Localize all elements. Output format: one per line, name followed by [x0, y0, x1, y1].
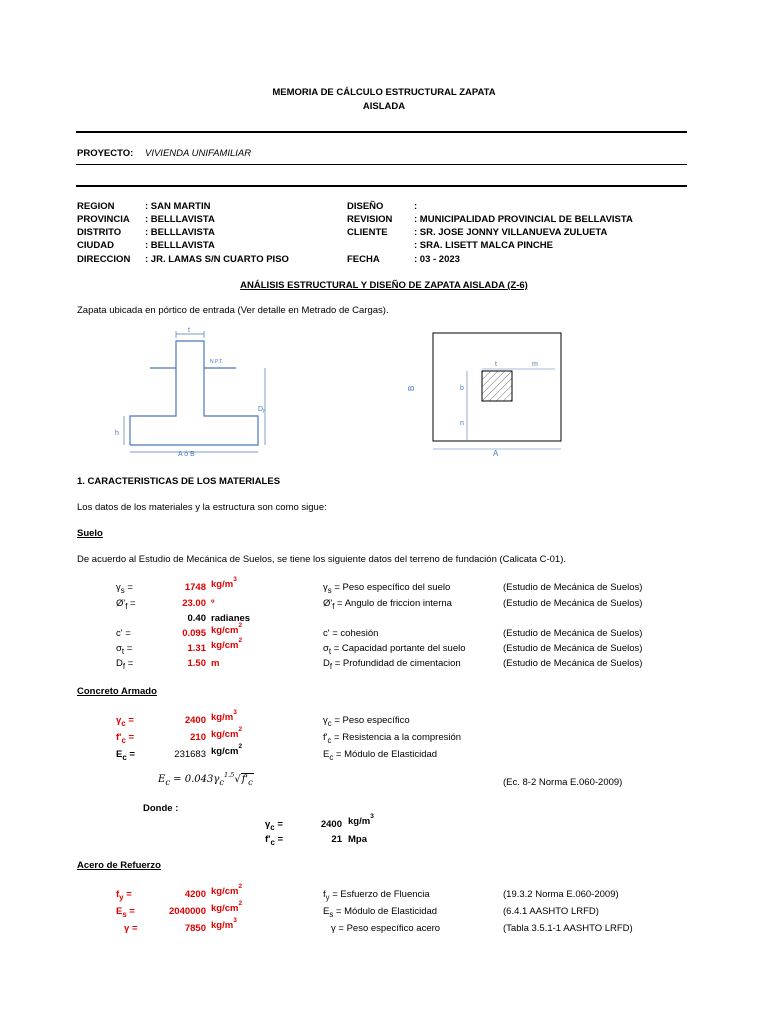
subsection-heading: Suelo	[77, 528, 103, 539]
param-symbol	[116, 906, 135, 919]
analysis-title: ANÁLISIS ESTRUCTURAL Y DISEÑO DE ZAPATA AISLADA (Z-6)	[240, 280, 528, 291]
section-heading: 1. CARACTERISTICAS DE LOS MATERIALES	[77, 476, 281, 487]
param-unit: m	[211, 658, 220, 669]
param-value: 0.40	[187, 613, 206, 624]
info-value: : 03 - 2023	[414, 254, 460, 265]
sym: c'	[116, 628, 123, 639]
df-main: D	[258, 406, 264, 413]
param-unit	[211, 900, 243, 914]
sub: s	[329, 909, 334, 919]
param-symbol	[116, 658, 133, 671]
info-label: PROVINCIA	[77, 214, 130, 225]
unit-exp: 3	[370, 813, 374, 820]
param-unit	[211, 576, 237, 590]
param-desc: $D_f$ = Profundidad de cimentacion	[323, 658, 461, 671]
param-desc: $\gamma_s$ = Peso específico del suelo	[323, 582, 451, 595]
desc: Peso específico del suelo	[342, 582, 451, 593]
project-value: VIVIENDA UNIFAMILIAR	[145, 148, 252, 159]
info-value: : BELLLAVISTA	[145, 214, 215, 225]
info-label: REVISION	[347, 214, 393, 225]
sub: c	[122, 752, 127, 762]
param-value: 210	[190, 732, 206, 743]
unit: kg/cm	[211, 625, 239, 636]
param-unit: Mpa	[348, 834, 367, 845]
param-symbol	[265, 834, 283, 847]
formula-ref: (Ec. 8-2 Norma E.060-2009)	[503, 777, 623, 788]
desc: Profundidad de cimentacion	[342, 658, 461, 669]
sym: γ	[265, 819, 271, 830]
info-value: :	[414, 201, 418, 212]
sub: c	[327, 718, 332, 728]
sub: c	[327, 735, 332, 745]
eq: =	[129, 906, 135, 917]
dim-t-label: t	[188, 327, 190, 334]
divider	[76, 131, 687, 133]
elastic-modulus-formula: $E_c = 0.043\gamma_c^{1.5}√f'_c$	[158, 771, 253, 787]
sub: f	[122, 661, 126, 671]
sym: γ	[323, 715, 328, 726]
param-ref: (19.3.2 Norma E.060-2009)	[503, 889, 619, 900]
param-ref: (Estudio de Mecánica de Suelos)	[503, 582, 643, 593]
param-value: 23.00	[182, 598, 206, 609]
info-value: : JR. LAMAS S/N CUARTO PISO	[145, 254, 289, 265]
subsection-heading: Concreto Armado	[77, 686, 157, 697]
unit: kg/cm	[211, 886, 239, 897]
param-desc: $E_c$ = Módulo de Elasticidad	[323, 749, 438, 762]
sub: c	[329, 752, 334, 762]
info-label: DIRECCION	[77, 254, 131, 265]
unit-exp: 2	[238, 622, 243, 629]
info-label: CLIENTE	[347, 227, 388, 238]
divider	[76, 164, 687, 165]
param-ref: (Estudio de Mecánica de Suelos)	[503, 658, 643, 669]
sub: y	[119, 892, 124, 902]
param-symbol	[116, 732, 134, 745]
unit: kg/m	[211, 579, 234, 590]
param-unit	[211, 726, 243, 740]
param-symbol	[116, 715, 134, 728]
eq: =	[127, 658, 134, 669]
eq: =	[277, 834, 284, 845]
info-value: : SRA. LISETT MALCA PINCHE	[414, 240, 553, 251]
info-value: : SAN MARTIN	[145, 201, 211, 212]
info-label: REGION	[77, 201, 115, 212]
desc: Peso específico	[342, 715, 410, 726]
sub: y	[325, 892, 330, 902]
formula-exp: 1.5	[224, 771, 235, 779]
param-unit	[211, 743, 243, 757]
sub: f	[332, 601, 335, 611]
sym: f	[323, 889, 326, 900]
sym: c'	[323, 628, 330, 639]
sym: σ	[323, 643, 329, 654]
info-label: DISTRITO	[77, 227, 122, 238]
project-label: PROYECTO:	[77, 148, 134, 159]
eq: =	[131, 923, 138, 934]
dim-m-label: m	[532, 361, 538, 368]
sym: f	[116, 889, 120, 900]
param-unit	[211, 883, 243, 897]
param-unit: º	[211, 598, 215, 609]
info-label: DISEÑO	[347, 201, 384, 212]
param-desc: $\sigma_t$ = Capacidad portante del suelo	[323, 643, 466, 656]
param-unit	[348, 813, 374, 827]
sym: f'	[265, 834, 271, 845]
doc-title-line1: MEMORIA DE CÁLCULO ESTRUCTURAL ZAPATA	[272, 87, 496, 98]
param-desc: $E_s$ = Módulo de Elasticidad	[323, 906, 438, 919]
unit-exp: 2	[238, 883, 243, 890]
param-value: 0.095	[182, 628, 206, 639]
sym: γ	[116, 715, 122, 726]
unit-exp: 3	[233, 576, 237, 583]
param-symbol	[116, 749, 135, 762]
sym: f'	[116, 732, 122, 743]
unit-exp: 2	[238, 743, 243, 750]
param-desc: $Ø'_f$ = Angulo de friccion interna	[323, 598, 452, 611]
unit: kg/m	[211, 920, 234, 931]
param-unit	[211, 917, 237, 931]
formula-lhs: E	[158, 774, 166, 785]
desc: cohesión	[340, 628, 379, 639]
sym: γ	[116, 582, 121, 593]
param-value: 21	[331, 834, 342, 845]
info-label: CIUDAD	[77, 240, 114, 251]
unit: kg/cm	[211, 729, 239, 740]
dim-base-label: A ó B	[178, 451, 195, 458]
desc: Peso específico acero	[346, 923, 441, 934]
param-symbol	[124, 923, 138, 934]
suelo-text: De acuerdo al Estudio de Mecánica de Suelos, se tiene los siguiente datos del terreno de fundación (Calicata C-01).	[77, 554, 567, 565]
param-value: 1748	[184, 582, 206, 593]
sym: D	[116, 658, 123, 669]
param-desc: $f'_c$ = Resistencia a la compresión	[323, 732, 462, 745]
section-text: Los datos de los materiales y la estructura son como sigue:	[77, 502, 327, 513]
dim-B-label: B	[407, 385, 416, 391]
param-desc: c' = cohesión	[323, 628, 379, 639]
footing-section-diagram	[110, 325, 285, 460]
sub: s	[327, 585, 332, 595]
param-symbol	[116, 582, 133, 595]
sub: f	[125, 601, 128, 611]
desc: Capacidad portante del suelo	[341, 643, 466, 654]
dim-b-label: b	[460, 385, 464, 392]
dim-h-label: h	[115, 430, 119, 437]
param-desc: γ = Peso específico acero	[331, 923, 441, 934]
donde-label: Donde :	[143, 803, 179, 814]
param-value: 7850	[184, 923, 206, 934]
param-desc: $\gamma_c$ = Peso específico	[323, 715, 410, 728]
param-value: 1.50	[187, 658, 206, 669]
param-symbol	[116, 628, 131, 639]
eq: =	[128, 715, 134, 726]
sub: t	[121, 646, 125, 656]
sym: γ	[331, 923, 336, 934]
param-symbol	[116, 643, 132, 656]
param-value: 231683	[174, 749, 206, 760]
sub: c	[121, 735, 126, 745]
unit-exp: 3	[233, 917, 237, 924]
param-ref: (Estudio de Mecánica de Suelos)	[503, 628, 643, 639]
eq: =	[127, 582, 133, 593]
sym: E	[323, 906, 330, 917]
eq: =	[128, 732, 135, 743]
sym: E	[116, 749, 123, 760]
param-symbol	[265, 819, 283, 832]
unit-exp: 3	[233, 709, 237, 716]
param-value: 2400	[184, 715, 206, 726]
info-value: : SR. JOSE JONNY VILLANUEVA ZULUETA	[414, 227, 608, 238]
formula-lhs-sub: c	[165, 777, 170, 787]
formula-rhs: = 0.043γ	[169, 774, 220, 785]
info-value: : BELLLAVISTA	[145, 227, 215, 238]
dim-A-label: A	[493, 449, 499, 458]
param-ref: (Tabla 3.5.1-1 AASHTO LRFD)	[503, 923, 633, 934]
info-label: FECHA	[347, 254, 380, 265]
sym: D	[323, 658, 330, 669]
param-unit	[211, 622, 243, 636]
sub: f	[329, 661, 333, 671]
desc: Módulo de Elasticidad	[344, 906, 438, 917]
eq: =	[126, 889, 132, 900]
intro-text: Zapata ubicada en pórtico de entrada (Ver detalle en Metrado de Cargas).	[77, 305, 389, 316]
desc: Angulo de friccion interna	[344, 598, 452, 609]
sym: f'	[323, 732, 328, 743]
param-value: 4200	[184, 889, 206, 900]
eq: =	[125, 628, 131, 639]
unit: kg/cm	[211, 746, 239, 757]
divider	[76, 185, 687, 187]
sym: γ	[124, 923, 130, 934]
sub: c	[270, 822, 275, 832]
df-sub: f	[263, 409, 265, 415]
dim-df-label	[258, 406, 265, 415]
sym: γ	[323, 582, 328, 593]
sub: c	[270, 837, 275, 847]
dim-t-label: t	[495, 361, 497, 368]
sym: Ø'	[323, 598, 333, 609]
param-unit: radianes	[211, 613, 251, 624]
param-symbol	[116, 598, 136, 611]
sym: E	[116, 906, 123, 917]
param-value: 2040000	[169, 906, 206, 917]
param-value: 2400	[320, 819, 342, 830]
param-desc: $f_y$ = Esfuerzo de Fluencia	[323, 889, 430, 902]
param-unit	[211, 637, 243, 651]
sub: s	[120, 585, 125, 595]
unit-exp: 2	[238, 726, 243, 733]
desc: Resistencia a la compresión	[342, 732, 462, 743]
sub: t	[328, 646, 332, 656]
subsection-heading: Acero de Refuerzo	[77, 860, 161, 871]
info-value: : MUNICIPALIDAD PROVINCIAL DE BELLAVISTA	[414, 214, 633, 225]
doc-title-line2: AISLADA	[362, 101, 406, 112]
unit: kg/cm	[211, 903, 239, 914]
npt-label: N.P.T.	[210, 359, 223, 365]
param-ref: (6.4.1 AASHTO LRFD)	[503, 906, 599, 917]
info-value: : BELLLAVISTA	[145, 240, 215, 251]
eq: =	[130, 598, 136, 609]
sym: σ	[116, 643, 122, 654]
param-ref: (Estudio de Mecánica de Suelos)	[503, 598, 643, 609]
sub: s	[122, 909, 127, 919]
param-symbol	[116, 889, 132, 902]
param-unit	[211, 709, 237, 723]
sym: E	[323, 749, 330, 760]
dim-n-label: n	[460, 420, 464, 427]
footing-plan-diagram	[395, 325, 575, 465]
unit: kg/m	[348, 816, 371, 827]
unit-exp: 2	[238, 900, 243, 907]
sym: Ø'	[116, 598, 126, 609]
eq: =	[126, 643, 133, 654]
eq: =	[129, 749, 135, 760]
unit: kg/m	[211, 712, 234, 723]
param-ref: (Estudio de Mecánica de Suelos)	[503, 643, 643, 654]
sub: c	[121, 718, 126, 728]
desc: Módulo de Elasticidad	[344, 749, 438, 760]
unit-exp: 2	[238, 637, 243, 644]
unit: kg/cm	[211, 640, 239, 651]
desc: Esfuerzo de Fluencia	[340, 889, 430, 900]
eq: =	[277, 819, 283, 830]
param-value: 1.31	[187, 643, 206, 654]
